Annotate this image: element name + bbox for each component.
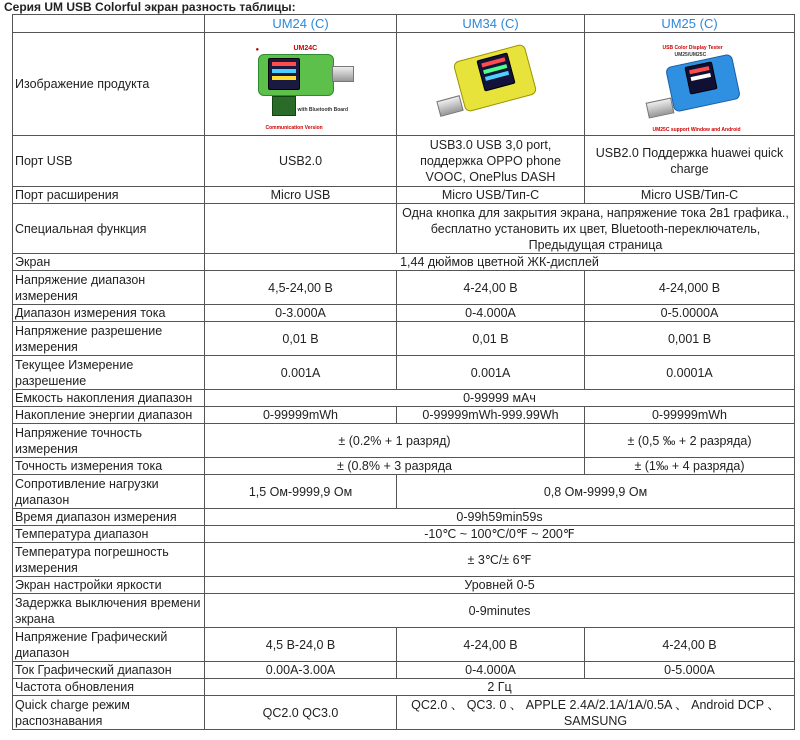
table-row <box>13 390 795 407</box>
row-label: Специальная функция <box>13 204 205 254</box>
table-row <box>13 407 795 424</box>
table-row <box>13 187 795 204</box>
header-um24: UM24 (C) <box>205 15 397 33</box>
table-row <box>13 696 795 730</box>
um24-caption-bt: with Bluetooth Board <box>297 107 349 113</box>
row-value: USB2.0 <box>205 136 397 187</box>
row-value: 0,01 В <box>397 322 585 356</box>
page-title: Серия UM USB Colorful экран разность таблицы: <box>4 0 296 14</box>
um25-caption-sub: UM25/UM25C <box>674 52 707 58</box>
table-row <box>13 509 795 526</box>
table-row <box>13 356 795 390</box>
row-value: 0-4.000A <box>397 305 585 322</box>
row-value: 0.0001A <box>585 356 795 390</box>
row-label: Напряжение точность измерения <box>13 424 205 458</box>
table-row <box>13 526 795 543</box>
row-value: 1,5 Ом-9999,9 Ом <box>205 475 397 509</box>
row-label: Экран настройки яркости <box>13 577 205 594</box>
row-value: 0,8 Ом-9999,9 Ом <box>397 475 795 509</box>
row-label: Экран <box>13 254 205 271</box>
row-value: 4,5 В-24,0 В <box>205 628 397 662</box>
row-value: Micro USB <box>205 187 397 204</box>
header-um25: UM25 (C) <box>585 15 795 33</box>
um25-caption-bottom: UM25C support Window and Android <box>652 127 741 133</box>
row-value: -10℃ ~ 100℃/0℉ ~ 200℉ <box>205 526 795 543</box>
row-label: Напряжение диапазон измерения <box>13 271 205 305</box>
header-blank <box>13 15 205 33</box>
table-row <box>13 305 795 322</box>
header-um34: UM34 (C) <box>397 15 585 33</box>
um24-product-image: ● UM24C with Bluetooth Board Communication Version <box>205 33 397 136</box>
um25-product-image <box>585 33 795 136</box>
table-row <box>13 322 795 356</box>
row-value: 0-99999mWh <box>585 407 795 424</box>
table-row <box>13 628 795 662</box>
um24-caption-bottom: Communication Version <box>265 125 323 131</box>
row-value: 0-5.0000A <box>585 305 795 322</box>
row-value: 1,44 дюймов цветной ЖК-дисплей <box>205 254 795 271</box>
row-value: ± (0.8% + 3 разряда <box>205 458 585 475</box>
row-value: Одна кнопка для закрытия экрана, напряжение тока 2в1 графика., бесплатно установить их цвет, Bluetooth-переключатель, Предыдущая страница <box>397 204 795 254</box>
row-value: 2 Гц <box>205 679 795 696</box>
um24-caption-top: UM24C <box>293 45 318 52</box>
row-value <box>205 204 397 254</box>
row-value: Уровней 0-5 <box>205 577 795 594</box>
row-value: 0-99999mWh <box>205 407 397 424</box>
comparison-table <box>12 14 795 730</box>
row-label: Температура погрешность измерения <box>13 543 205 577</box>
row-value: 0-9minutes <box>205 594 795 628</box>
table-row <box>13 424 795 458</box>
row-value: ± (0.2% + 1 разряд) <box>205 424 585 458</box>
table-row <box>13 475 795 509</box>
table-row <box>13 577 795 594</box>
row-label: Температура диапазон <box>13 526 205 543</box>
row-value: 0-3.000A <box>205 305 397 322</box>
table-row <box>13 679 795 696</box>
row-label: Накопление энергии диапазон <box>13 407 205 424</box>
row-value: QC2.0 QC3.0 <box>205 696 397 730</box>
row-value: 0-5.000A <box>585 662 795 679</box>
row-label: Частота обновления <box>13 679 205 696</box>
row-label: Точность измерения тока <box>13 458 205 475</box>
row-label: Диапазон измерения тока <box>13 305 205 322</box>
row-label: Время диапазон измерения <box>13 509 205 526</box>
row-label: Порт USB <box>13 136 205 187</box>
row-label: Напряжение Графический диапазон <box>13 628 205 662</box>
table-row <box>13 594 795 628</box>
row-value: 0.00A-3.00A <box>205 662 397 679</box>
row-value: 0-99999mWh-999.99Wh <box>397 407 585 424</box>
table-row <box>13 662 795 679</box>
row-value: Micro USB/Тип-C <box>585 187 795 204</box>
row-label: Ток Графический диапазон <box>13 662 205 679</box>
row-value: 4-24,00 В <box>585 628 795 662</box>
table-row <box>13 543 795 577</box>
row-value: USB2.0 Поддержка huawei quick charge <box>585 136 795 187</box>
table-row <box>13 204 795 254</box>
row-value: 0,01 В <box>205 322 397 356</box>
table-row <box>13 254 795 271</box>
row-label: Задержка выключения времени экрана <box>13 594 205 628</box>
row-value: 0,001 В <box>585 322 795 356</box>
row-value: 4-24,00 В <box>397 628 585 662</box>
row-label: Порт расширения <box>13 187 205 204</box>
row-value: 0.001A <box>205 356 397 390</box>
row-label: Текущее Измерение разрешение <box>13 356 205 390</box>
row-value: QC2.0 、 QC3. 0 、 APPLE 2.4A/2.1A/1A/0.5A 、 Android DCP 、 SAMSUNG <box>397 696 795 730</box>
row-value: 4,5-24,00 В <box>205 271 397 305</box>
image-row <box>13 33 795 136</box>
row-value: ± (1‰ + 4 разряда) <box>585 458 795 475</box>
row-label: Quick charge режим распознавания <box>13 696 205 730</box>
row-label: Изображение продукта <box>13 33 205 136</box>
table-header-row <box>13 15 795 33</box>
um25-caption-top: USB Color Display Tester <box>662 45 723 51</box>
table-row <box>13 458 795 475</box>
row-label: Напряжение разрешение измерения <box>13 322 205 356</box>
row-value: 4-24,00 В <box>397 271 585 305</box>
row-value: ± (0,5 ‰ + 2 разряда) <box>585 424 795 458</box>
row-value: Micro USB/Тип-C <box>397 187 585 204</box>
um34-product-image <box>397 33 585 136</box>
row-value: 0-99h59min59s <box>205 509 795 526</box>
table-row <box>13 271 795 305</box>
table-row <box>13 136 795 187</box>
row-value: 4-24,000 В <box>585 271 795 305</box>
row-value: 0.001A <box>397 356 585 390</box>
row-value: USB3.0 USB 3,0 port, поддержка OPPO phone VOOC, OnePlus DASH <box>397 136 585 187</box>
row-value: 0-99999 мАч <box>205 390 795 407</box>
row-value: 0-4.000A <box>397 662 585 679</box>
row-value: ± 3℃/± 6℉ <box>205 543 795 577</box>
row-label: Сопротивление нагрузки диапазон <box>13 475 205 509</box>
row-label: Емкость накопления диапазон <box>13 390 205 407</box>
